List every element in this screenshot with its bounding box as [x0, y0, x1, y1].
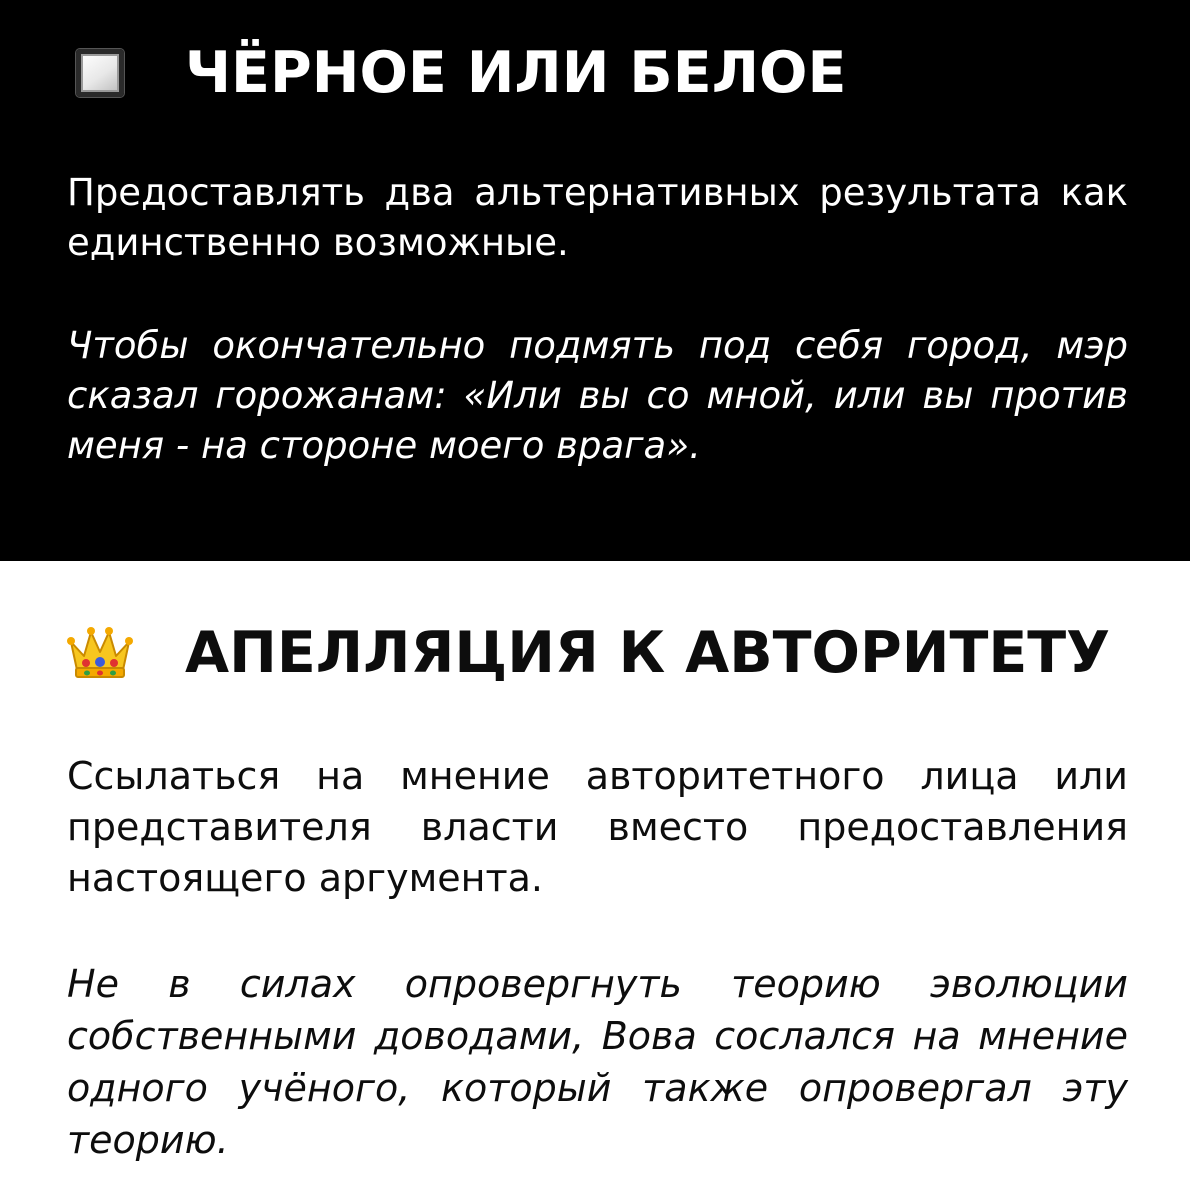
- section-title: АПЕЛЛЯЦИЯ К АВТОРИТЕТУ: [185, 620, 1111, 686]
- section-appeal-to-authority: [0, 561, 1190, 1182]
- definition-text: Предоставлять два альтернативных результата как единственно возможные.: [67, 171, 1128, 264]
- example-text: Чтобы окончательно подмять под себя город, мэр сказал горожанам: «Или вы со мной, или вы против меня - на стороне моего врага».: [67, 324, 1128, 467]
- white-square-button-icon: [67, 40, 133, 106]
- definition-text: Ссылаться на мнение авторитетного лица или представителя власти вместо предоставления настоящего аргумента.: [67, 754, 1128, 900]
- crown-icon: [67, 620, 133, 686]
- section-black-or-white: [0, 0, 1190, 561]
- section-heading: [67, 618, 1110, 688]
- example-text: Не в силах опровергнуть теорию эволюции собственными доводами, Вова сослался на мнение одного учёного, который также опровергал эту теорию.: [67, 962, 1128, 1162]
- section-heading: [67, 38, 846, 108]
- section-title: ЧЁРНОЕ ИЛИ БЕЛОЕ: [185, 40, 847, 106]
